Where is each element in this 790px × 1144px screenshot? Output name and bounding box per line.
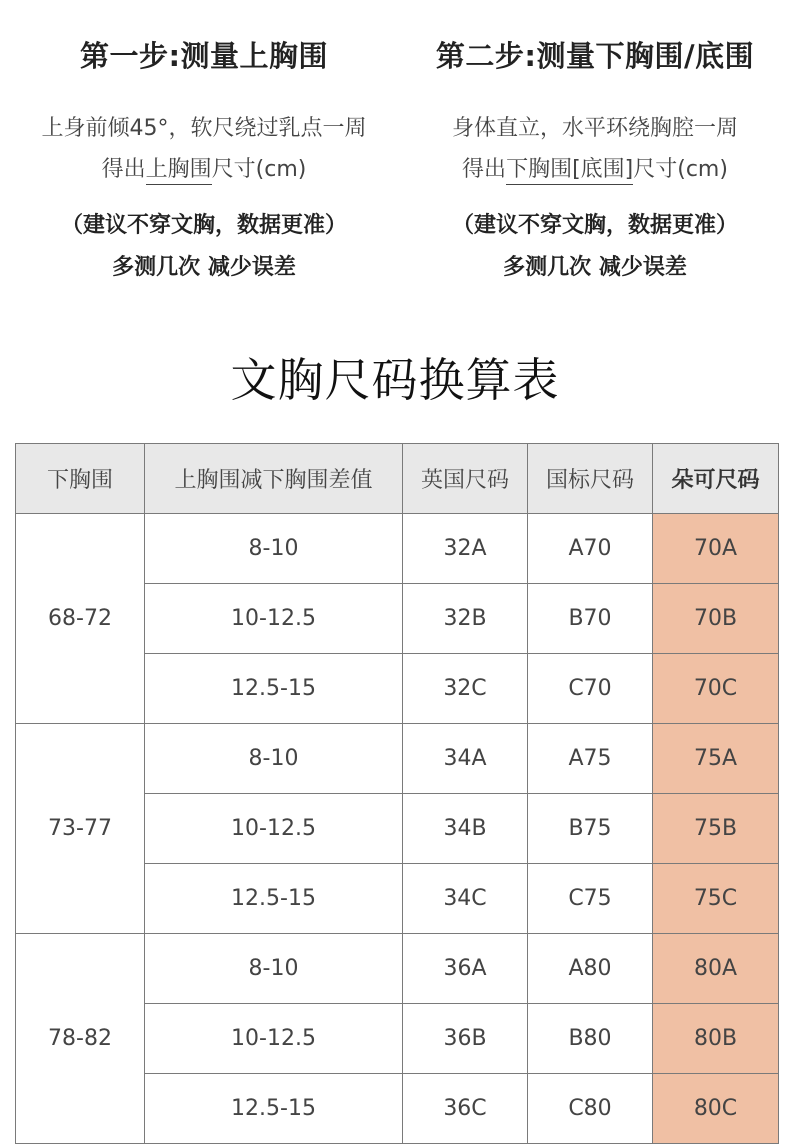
- table-row: [16, 934, 779, 1004]
- step-one-instruction: 上身前倾45°，软尺绕过乳点一周: [41, 116, 367, 141]
- result-suffix: 尺寸(cm): [633, 157, 728, 182]
- table-row: [16, 514, 779, 584]
- header-underbust: 下胸围: [16, 444, 145, 514]
- underlined-term: 上胸围: [146, 157, 212, 185]
- cn-size-cell: B75: [528, 794, 653, 864]
- uk-size-cell: 36A: [403, 934, 528, 1004]
- uk-size-cell: 34C: [403, 864, 528, 934]
- cn-size-cell: A75: [528, 724, 653, 794]
- header-difference: 上胸围减下胸围差值: [145, 444, 403, 514]
- step-two-result: [395, 155, 790, 185]
- cn-size-cell: C75: [528, 864, 653, 934]
- result-suffix: 尺寸(cm): [211, 157, 307, 182]
- cn-size-cell: B70: [528, 584, 653, 654]
- table-row: [16, 724, 779, 794]
- step-two-instruction: 身体直立，水平环绕胸腔一周: [451, 116, 738, 141]
- header-duoke-size: 朵可尺码: [653, 444, 779, 514]
- difference-cell: 12.5-15: [145, 864, 403, 934]
- difference-cell: 8-10: [145, 934, 403, 1004]
- step-two-title: 第二步:测量下胸围/底围: [435, 39, 755, 73]
- difference-cell: 8-10: [145, 724, 403, 794]
- uk-size-cell: 32A: [403, 514, 528, 584]
- difference-cell: 12.5-15: [145, 654, 403, 724]
- uk-size-cell: 34A: [403, 724, 528, 794]
- underbust-range-cell: 68-72: [16, 514, 145, 724]
- duoke-size-cell: 80C: [653, 1074, 779, 1144]
- size-chart-title: 文胸尺码换算表: [230, 353, 560, 407]
- duoke-size-cell: 70B: [653, 584, 779, 654]
- duoke-size-cell: 75B: [653, 794, 779, 864]
- uk-size-cell: 36B: [403, 1004, 528, 1074]
- uk-size-cell: 36C: [403, 1074, 528, 1144]
- duoke-size-cell: 75C: [653, 864, 779, 934]
- difference-cell: 8-10: [145, 514, 403, 584]
- step-two-advice: （建议不穿文胸，数据更准）: [451, 213, 738, 238]
- cn-size-cell: A70: [528, 514, 653, 584]
- uk-size-cell: 32C: [403, 654, 528, 724]
- underlined-term: 下胸围[底围]: [506, 157, 633, 185]
- result-prefix: 得出: [101, 157, 146, 182]
- cn-size-cell: C70: [528, 654, 653, 724]
- uk-size-cell: 34B: [403, 794, 528, 864]
- difference-cell: 10-12.5: [145, 584, 403, 654]
- difference-cell: 10-12.5: [145, 794, 403, 864]
- header-uk-size: 英国尺码: [403, 444, 528, 514]
- step-one-advice: （建议不穿文胸，数据更准）: [60, 213, 347, 238]
- step-two-tip: 多测几次 减少误差: [503, 255, 687, 280]
- duoke-size-cell: 70C: [653, 654, 779, 724]
- underbust-range-cell: 73-77: [16, 724, 145, 934]
- step-one-title: 第一步:测量上胸围: [79, 39, 329, 73]
- uk-size-cell: 32B: [403, 584, 528, 654]
- cn-size-cell: A80: [528, 934, 653, 1004]
- duoke-size-cell: 70A: [653, 514, 779, 584]
- difference-cell: 10-12.5: [145, 1004, 403, 1074]
- result-prefix: 得出: [462, 157, 507, 182]
- cn-size-cell: B80: [528, 1004, 653, 1074]
- step-one-result: [0, 155, 408, 185]
- step-one-tip: 多测几次 减少误差: [112, 255, 296, 280]
- size-conversion-table: [15, 443, 779, 1144]
- cn-size-cell: C80: [528, 1074, 653, 1144]
- table-header-row: [16, 444, 779, 514]
- difference-cell: 12.5-15: [145, 1074, 403, 1144]
- duoke-size-cell: 80A: [653, 934, 779, 1004]
- header-cn-size: 国标尺码: [528, 444, 653, 514]
- underbust-range-cell: 78-82: [16, 934, 145, 1144]
- duoke-size-cell: 75A: [653, 724, 779, 794]
- duoke-size-cell: 80B: [653, 1004, 779, 1074]
